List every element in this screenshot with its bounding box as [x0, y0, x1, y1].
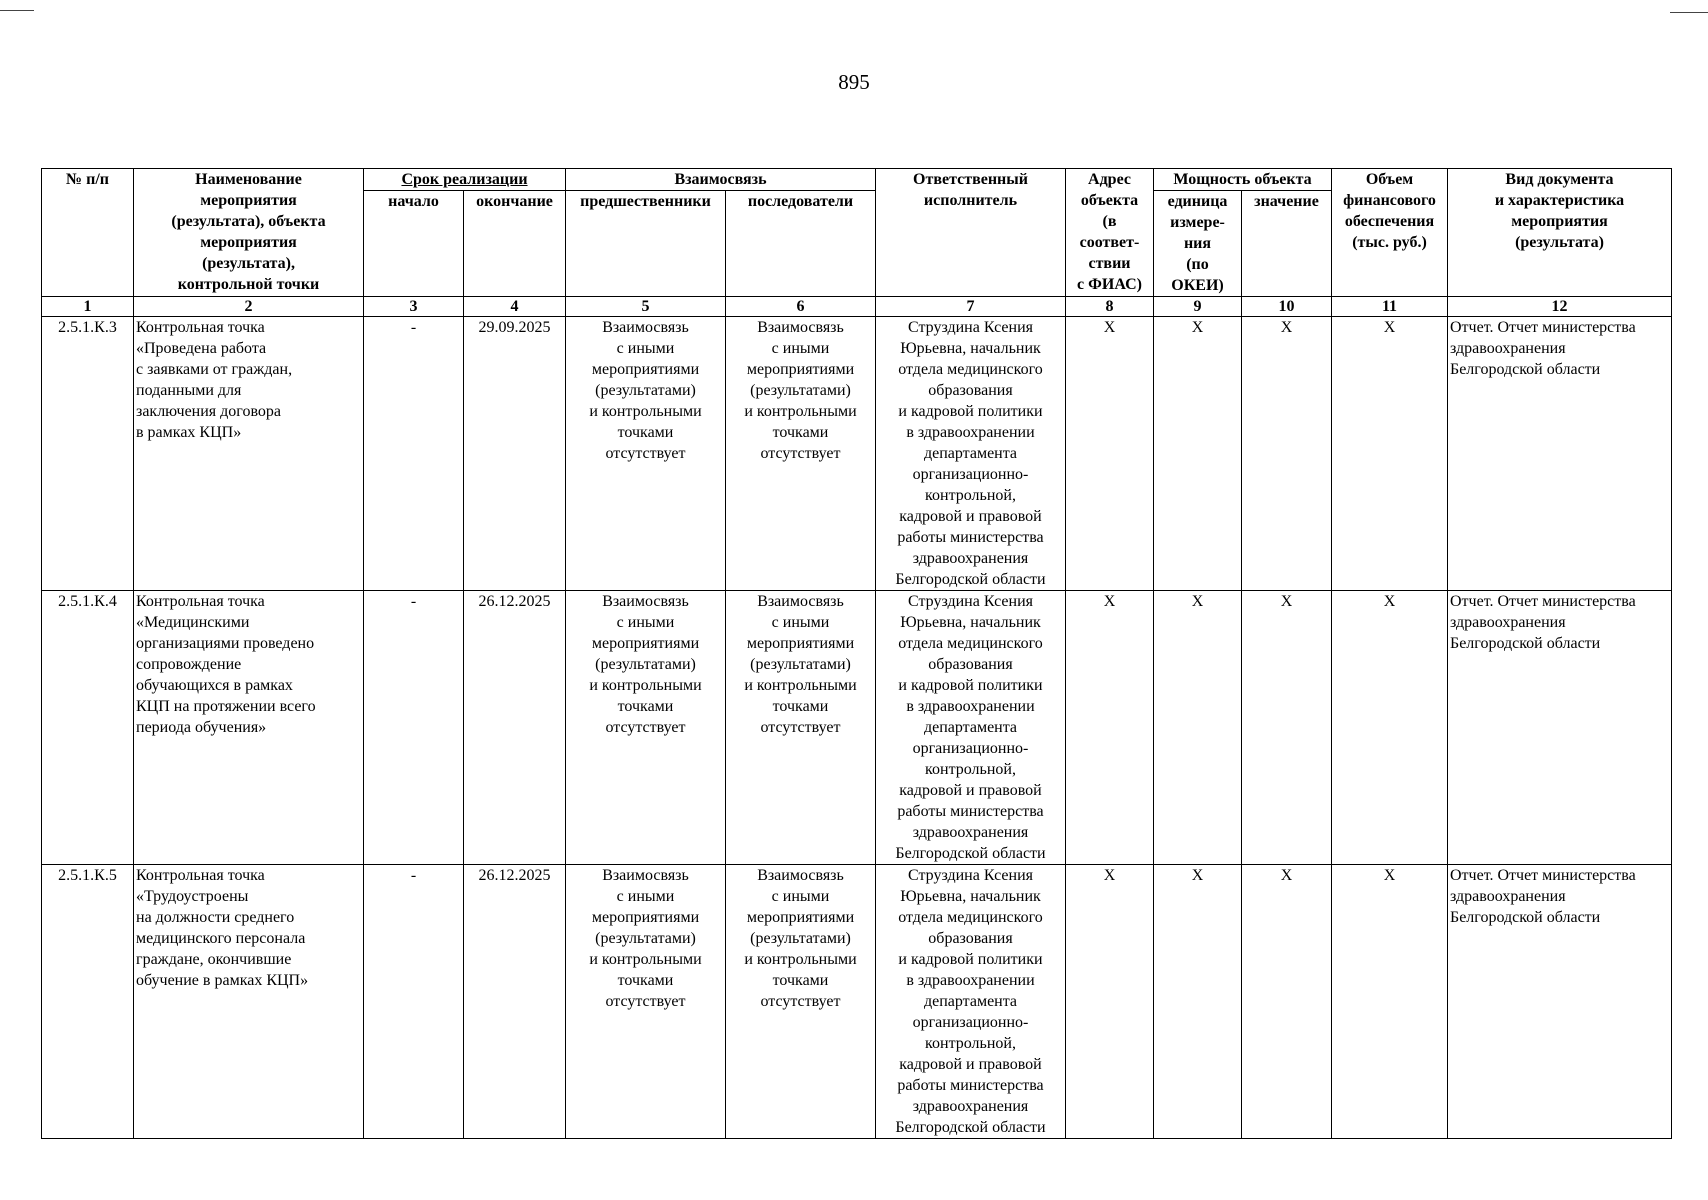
row-unit: Х: [1154, 317, 1242, 591]
row-name: Контрольная точка «Трудоустроены на должности среднего медицинского персонала граждане, окончившие обучение в рамках КЦП»: [134, 865, 364, 1139]
row-document: Отчет. Отчет министерства здравоохранения Белгородской области: [1448, 591, 1672, 865]
header-address: Адрес объекта (в соответ- ствии с ФИАС): [1066, 169, 1154, 297]
plan-table: [41, 168, 1672, 1139]
row-id: 2.5.1.К.5: [42, 865, 134, 1139]
column-number: 2: [134, 297, 364, 317]
row-address: Х: [1066, 317, 1154, 591]
column-number: 10: [1242, 297, 1332, 317]
column-number: 11: [1332, 297, 1448, 317]
row-name: Контрольная точка «Проведена работа с заявками от граждан, поданными для заключения договора в рамках КЦП»: [134, 317, 364, 591]
row-value: Х: [1242, 865, 1332, 1139]
header-name: Наименование мероприятия (результата), объекта мероприятия (результата), контрольной точки: [134, 169, 364, 297]
row-value: Х: [1242, 591, 1332, 865]
row-predecessors: Взаимосвязь с иными мероприятиями (результатами) и контрольными точками отсутствует: [566, 317, 726, 591]
row-document: Отчет. Отчет министерства здравоохранения Белгородской области: [1448, 865, 1672, 1139]
scan-artifact-line: [0, 10, 34, 11]
table-row: [42, 865, 1672, 1139]
row-document: Отчет. Отчет министерства здравоохранения Белгородской области: [1448, 317, 1672, 591]
row-name: Контрольная точка «Медицинскими организациями проведено сопровождение обучающихся в рамках КЦП на протяжении всего периода обучения»: [134, 591, 364, 865]
row-address: Х: [1066, 591, 1154, 865]
row-successors: Взаимосвязь с иными мероприятиями (результатами) и контрольными точками отсутствует: [726, 591, 876, 865]
row-predecessors: Взаимосвязь с иными мероприятиями (результатами) и контрольными точками отсутствует: [566, 591, 726, 865]
row-predecessors: Взаимосвязь с иными мероприятиями (результатами) и контрольными точками отсутствует: [566, 865, 726, 1139]
column-number: 6: [726, 297, 876, 317]
header-period-group: Срок реализации: [364, 169, 566, 191]
row-end: 26.12.2025: [464, 591, 566, 865]
table-row: [42, 317, 1672, 591]
row-successors: Взаимосвязь с иными мероприятиями (результатами) и контрольными точками отсутствует: [726, 865, 876, 1139]
column-number: 5: [566, 297, 726, 317]
row-successors: Взаимосвязь с иными мероприятиями (результатами) и контрольными точками отсутствует: [726, 317, 876, 591]
header-predecessors: предшественники: [566, 191, 726, 297]
header-number: № п/п: [42, 169, 134, 297]
row-unit: Х: [1154, 591, 1242, 865]
row-unit: Х: [1154, 865, 1242, 1139]
column-number-row: [42, 297, 1672, 317]
row-start: -: [364, 317, 464, 591]
row-finance: Х: [1332, 317, 1448, 591]
column-number: 3: [364, 297, 464, 317]
row-end: 26.12.2025: [464, 865, 566, 1139]
row-end: 29.09.2025: [464, 317, 566, 591]
header-capacity-group: Мощность объекта: [1154, 169, 1332, 191]
table-header: [42, 169, 1672, 317]
header-successors: последователи: [726, 191, 876, 297]
row-responsible: Струздина Ксения Юрьевна, начальник отдела медицинского образования и кадровой политики в здравоохранении департамента организационно- контрольной, кадровой и правовой работы министерства здравоохранения Белгородской области: [876, 865, 1066, 1139]
header-finance: Объем финансового обеспечения (тыс. руб.): [1332, 169, 1448, 297]
header-end: окончание: [464, 191, 566, 297]
column-number: 12: [1448, 297, 1672, 317]
column-number: 7: [876, 297, 1066, 317]
row-start: -: [364, 591, 464, 865]
column-number: 1: [42, 297, 134, 317]
header-value: значение: [1242, 191, 1332, 297]
header-document: Вид документа и характеристика мероприятия (результата): [1448, 169, 1672, 297]
row-id: 2.5.1.К.4: [42, 591, 134, 865]
header-start: начало: [364, 191, 464, 297]
row-id: 2.5.1.К.3: [42, 317, 134, 591]
scan-artifact-line: [1670, 12, 1708, 13]
row-finance: Х: [1332, 865, 1448, 1139]
table-row: [42, 591, 1672, 865]
row-value: Х: [1242, 317, 1332, 591]
column-number: 9: [1154, 297, 1242, 317]
column-number: 4: [464, 297, 566, 317]
header-unit: единица измере- ния (по ОКЕИ): [1154, 191, 1242, 297]
row-address: Х: [1066, 865, 1154, 1139]
row-start: -: [364, 865, 464, 1139]
column-number: 8: [1066, 297, 1154, 317]
row-responsible: Струздина Ксения Юрьевна, начальник отдела медицинского образования и кадровой политики в здравоохранении департамента организационно- контрольной, кадровой и правовой работы министерства здравоохранения Белгородской области: [876, 591, 1066, 865]
row-responsible: Струздина Ксения Юрьевна, начальник отдела медицинского образования и кадровой политики в здравоохранении департамента организационно- контрольной, кадровой и правовой работы министерства здравоохранения Белгородской области: [876, 317, 1066, 591]
header-link-group: Взаимосвязь: [566, 169, 876, 191]
header-responsible: Ответственный исполнитель: [876, 169, 1066, 297]
page-number: 895: [838, 70, 870, 94]
row-finance: Х: [1332, 591, 1448, 865]
